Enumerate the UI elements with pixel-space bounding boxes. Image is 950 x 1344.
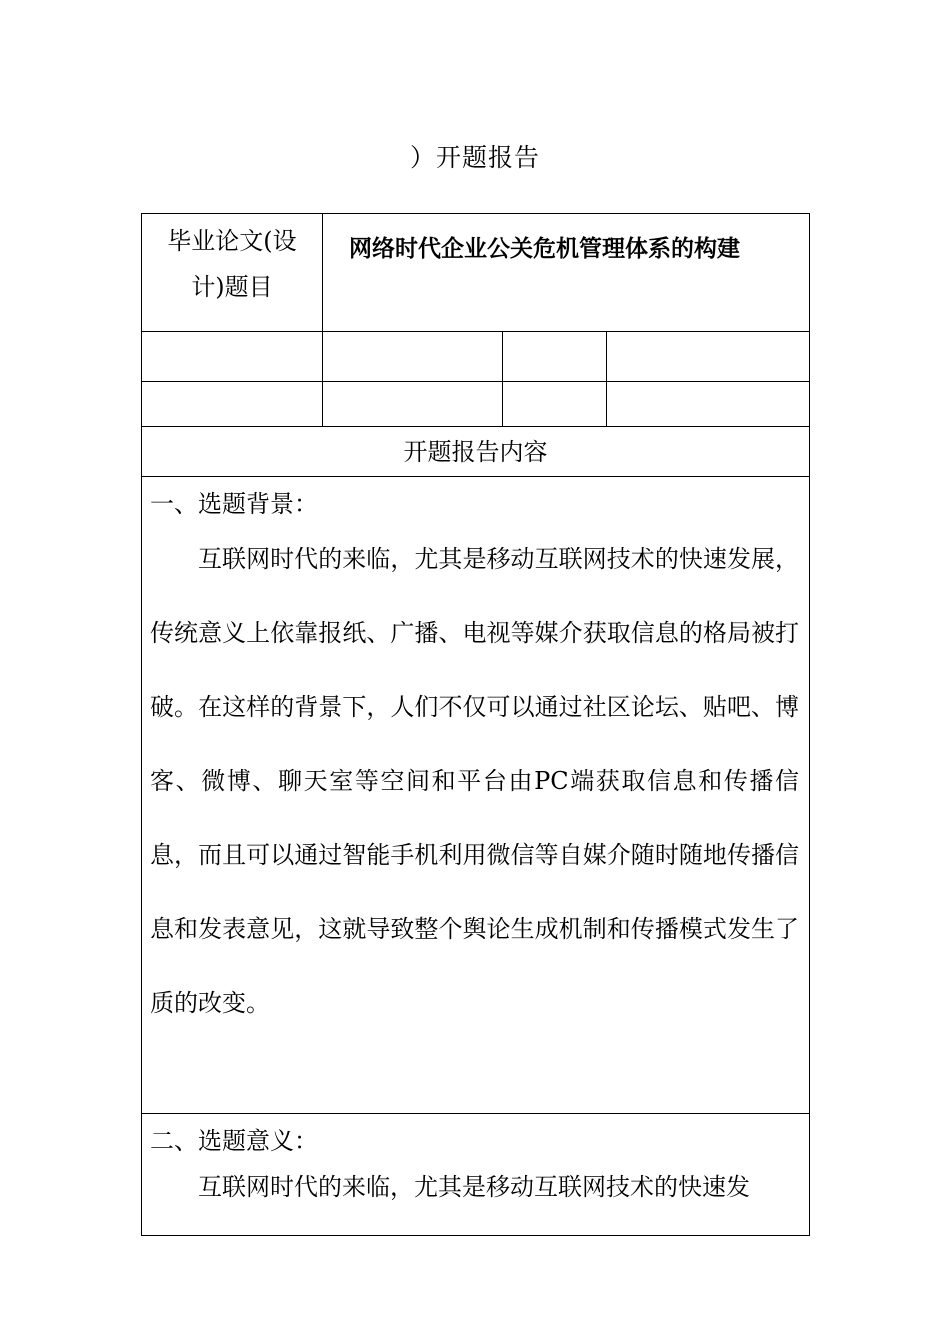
topic-row — [142, 214, 810, 332]
section-heading: 一、选题背景： — [150, 490, 318, 518]
report-table — [141, 213, 810, 1236]
blank-cell — [142, 332, 323, 382]
section-row — [142, 1114, 810, 1236]
blank-cell — [607, 332, 810, 382]
topic-value: 网络时代企业公关危机管理体系的构建 — [349, 236, 740, 262]
topic-label: 毕业论文(设计)题目 — [167, 227, 297, 301]
blank-row — [142, 332, 810, 382]
blank-cell — [323, 382, 503, 427]
content-header-row — [142, 427, 810, 477]
blank-cell — [607, 382, 810, 427]
section-significance — [142, 1114, 810, 1236]
blank-cell — [323, 332, 503, 382]
topic-label-cell — [142, 214, 323, 332]
document-title: ）开题报告 — [409, 143, 540, 172]
section-heading: 二、选题意义： — [150, 1127, 318, 1155]
content-header: 开题报告内容 — [142, 427, 810, 477]
blank-row — [142, 382, 810, 427]
section-body: 互联网时代的来临，尤其是移动互联网技术的快速发展，传统意义上依靠报纸、广播、电视等媒介获取信息的格局被打破。在这样的背景下，人们不仅可以通过社区论坛、贴吧、博客、微博、聊天室等空间和平台由PC端获取信息和传播信息，而且可以通过智能手机利用微信等自媒介随时随地传播信息和发表意见，这就导致整个舆论生成机制和传播模式发生了质的改变。 — [150, 545, 800, 1017]
section-body: 互联网时代的来临，尤其是移动互联网技术的快速发 — [198, 1173, 750, 1201]
topic-value-cell — [323, 214, 810, 332]
blank-cell — [142, 382, 323, 427]
blank-cell — [503, 382, 607, 427]
section-row — [142, 477, 810, 1114]
section-background — [142, 477, 810, 1114]
blank-cell — [503, 332, 607, 382]
